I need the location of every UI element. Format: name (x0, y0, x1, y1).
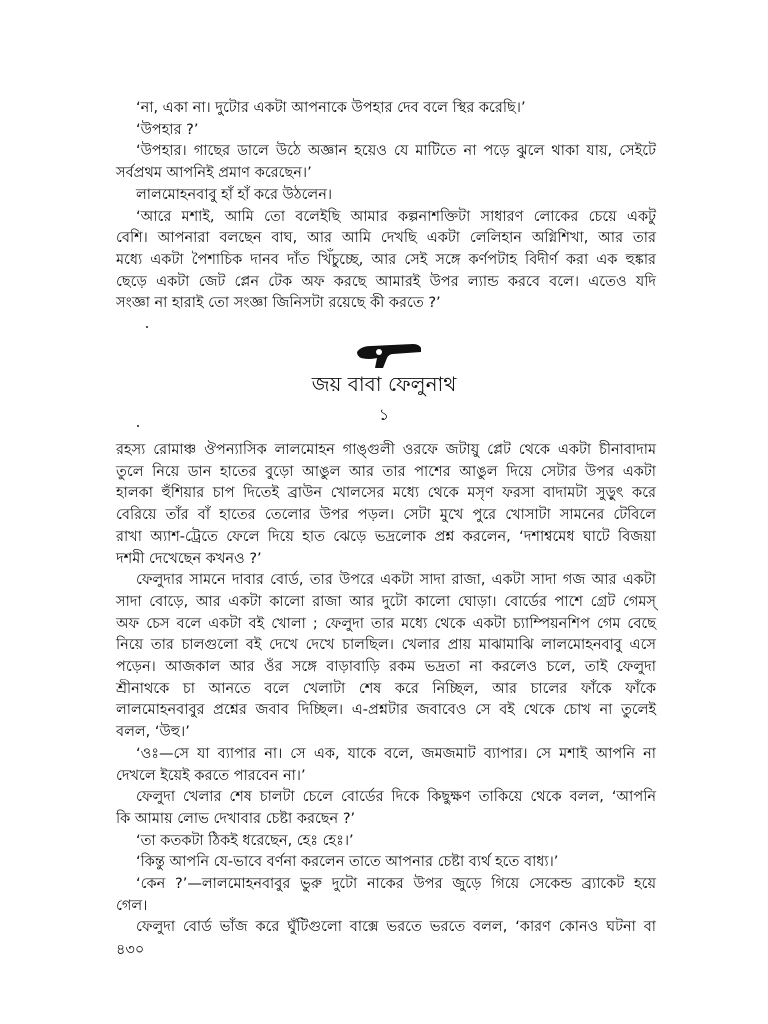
text-line: নিয়ে তার চালগুলো বই দেখে দেখে চালছিল। খেলার প্রায় মাঝামাঝি লালমোহনবাবু এসে (116, 637, 656, 654)
dialogue-paragraph (116, 120, 656, 142)
text-line: ‘তা কতকটা ঠিকই ধরেছেন, হেঃ হেঃ।’ (136, 832, 354, 849)
page-number: ৪৩০ (116, 942, 145, 958)
dialogue-paragraph (116, 874, 656, 917)
text-line: ফেলুদা বোর্ড ভাঁজ করে ঘুঁটিগুলো বাক্সে ভরতে ভরতে বলল, ‘কারণ কোনও ঘটনা বা (136, 919, 656, 936)
text-line: কি আমায় লোভ দেখাবার চেষ্টা করছেন ?’ (116, 810, 356, 827)
chapter-title: জয় বাবা ফেলুনাথ (311, 372, 457, 396)
text-line: ‘উপহার। গাছের ডালে উঠে অজ্ঞান হয়েও যে মাটিতে না পড়ে ঝুলে থাকা যায়, সেইটে (136, 143, 656, 160)
text-line: বেশি। আপনারা বলছেন বাঘ, আর আমি দেখছি একটা লেলিহান অগ্নিশিখা, আর তার (116, 230, 656, 247)
text-line: দশমী দেখেছেন কখনও ?’ (116, 550, 262, 567)
text-line: বলল, ‘উহু।’ (116, 724, 190, 741)
text-line: রাখা অ্যাশ-ট্রেতে ফেলে দিয়ে হাত ঝেড়ে ভদ্রলোক প্রশ্ন করলেন, ‘দশাশ্বমেধ ঘাটে বিজয়া (116, 528, 656, 545)
text-line: ‘উপহার ?’ (136, 121, 199, 138)
text-line: লালমোহনবাবু হাঁ হাঁ করে উঠলেন। (136, 186, 333, 203)
text-line: ছেড়ে একটা জেট প্লেন টেক অফ করছে আমারই উপর ল্যান্ড করবে বলে। এতেও যদি (116, 273, 656, 290)
narration-paragraph (116, 440, 656, 570)
text-line: ‘কেন ?’—লালমোহনবাবুর ভুরু দুটো নাকের উপর জুড়ে গিয়ে সেকেন্ড ব্র্যাকেট হয়ে (136, 876, 656, 892)
text-line: দেখলে ইয়েই করতে পারবেন না।’ (116, 767, 306, 784)
text-line: ফেলুদার সামনে দাবার বোর্ড, তার উপরে একটা সাদা রাজা, একটা সাদা গজ আর একটা (136, 572, 656, 589)
dialogue-paragraph (116, 852, 656, 874)
text-line: হালকা হুঁশিয়ার চাপ দিতেই ব্রাউন খোলসের মধ্যে থেকে মসৃণ ফরসা বাদামটা সুড়ুৎ করে (116, 485, 656, 502)
narration-paragraph (116, 917, 656, 939)
pistol-icon (355, 340, 425, 370)
text-line: তুলে নিয়ে ডান হাতের বুড়ো আঙুল আর তার পাশের আঙুল দিয়ে সেটার উপর একটা (116, 463, 656, 480)
text-line: বেরিয়ে তাঁর বাঁ হাতের তেলোর উপর পড়ল। সেটা মুখে পুরে খোসাটা সামনের টেবিলে (116, 507, 656, 524)
dialogue-paragraph (116, 744, 656, 787)
narration-paragraph (116, 570, 656, 744)
text-line: লালমোহনবাবুর প্রশ্নের জবাব দিচ্ছিল। এ-প্রশ্নটার জবাবেও সে বই থেকে চোখ না তুলেই (116, 702, 656, 719)
print-speck (137, 425, 139, 427)
text-line: পড়েন। আজকাল আর ওঁর সঙ্গে বাড়াবাড়ি রকম ভদ্রতা না করলেও চলে, তাই ফেলুদা (116, 659, 656, 675)
narration-paragraph (116, 787, 656, 830)
dialogue-paragraph (116, 98, 656, 120)
print-speck (146, 326, 148, 328)
text-line: ‘কিন্তু আপনি যে-ভাবে বর্ণনা করলেন তাতে আপনার চেষ্টা ব্যর্থ হতে বাধ্য।’ (136, 854, 559, 871)
dialogue-paragraph (116, 207, 656, 316)
text-line: সাদা বোড়ে, আর একটা কালো রাজা আর দুটো কালো ঘোড়া। বোর্ডের পাশে গ্রেট গেমস্ (116, 593, 656, 610)
text-line: মধ্যে একটা পৈশাচিক দানব দাঁত খিঁচুচ্ছে, আর সেই সঙ্গে কর্ণপটাহ বিদীর্ণ করা এক হুঙ্কার (116, 251, 656, 268)
dialogue-paragraph (116, 141, 656, 184)
text-line: গেল। (116, 897, 148, 914)
text-line: শ্রীনাথকে চা আনতে বলে খেলাটা শেষ করে নিচ্ছিল, আর চালের ফাঁকে ফাঁকে (116, 680, 656, 697)
narration-paragraph (116, 185, 656, 207)
text-line: ‘আরে মশাই, আমি তো বলেইছি আমার কল্পনাশক্তিটা সাধারণ লোকের চেয়ে একটু (136, 208, 656, 225)
text-line: সর্বপ্রথম আপনিই প্রমাণ করেছেন।’ (116, 165, 312, 182)
text-line: রহস্য রোমাঞ্চ ঔপন্যাসিক লালমোহন গাঙ্গুলী ওরফে জটায়ু প্লেট থেকে একটা চীনাবাদাম (116, 442, 656, 458)
text-line: ‘ওঃ—সে যা ব্যাপার না। সে এক, যাকে বলে, জমজমাট ব্যাপার। সে মশাই আপনি না (136, 745, 656, 762)
dialogue-paragraph (116, 831, 656, 853)
text-line: ফেলুদা খেলার শেষ চালটা চেলে বোর্ডের দিকে কিছুক্ষণ তাকিয়ে থেকে বলল, ‘আপনি (136, 789, 656, 806)
chapter-number: ১ (378, 405, 390, 424)
text-line: অফ চেস বলে একটা বই খোলা ; ফেলুদা তার মধ্যে থেকে একটা চ্যাম্পিয়নশিপ গেম বেছে (116, 615, 656, 632)
text-line: সংজ্ঞা না হারাই তো সংজ্ঞা জিনিসটা রয়েছে কী করতে ?’ (116, 295, 441, 312)
text-line: ‘না, একা না। দুটোর একটা আপনাকে উপহার দেব বলে স্থির করেছি।’ (136, 100, 526, 116)
